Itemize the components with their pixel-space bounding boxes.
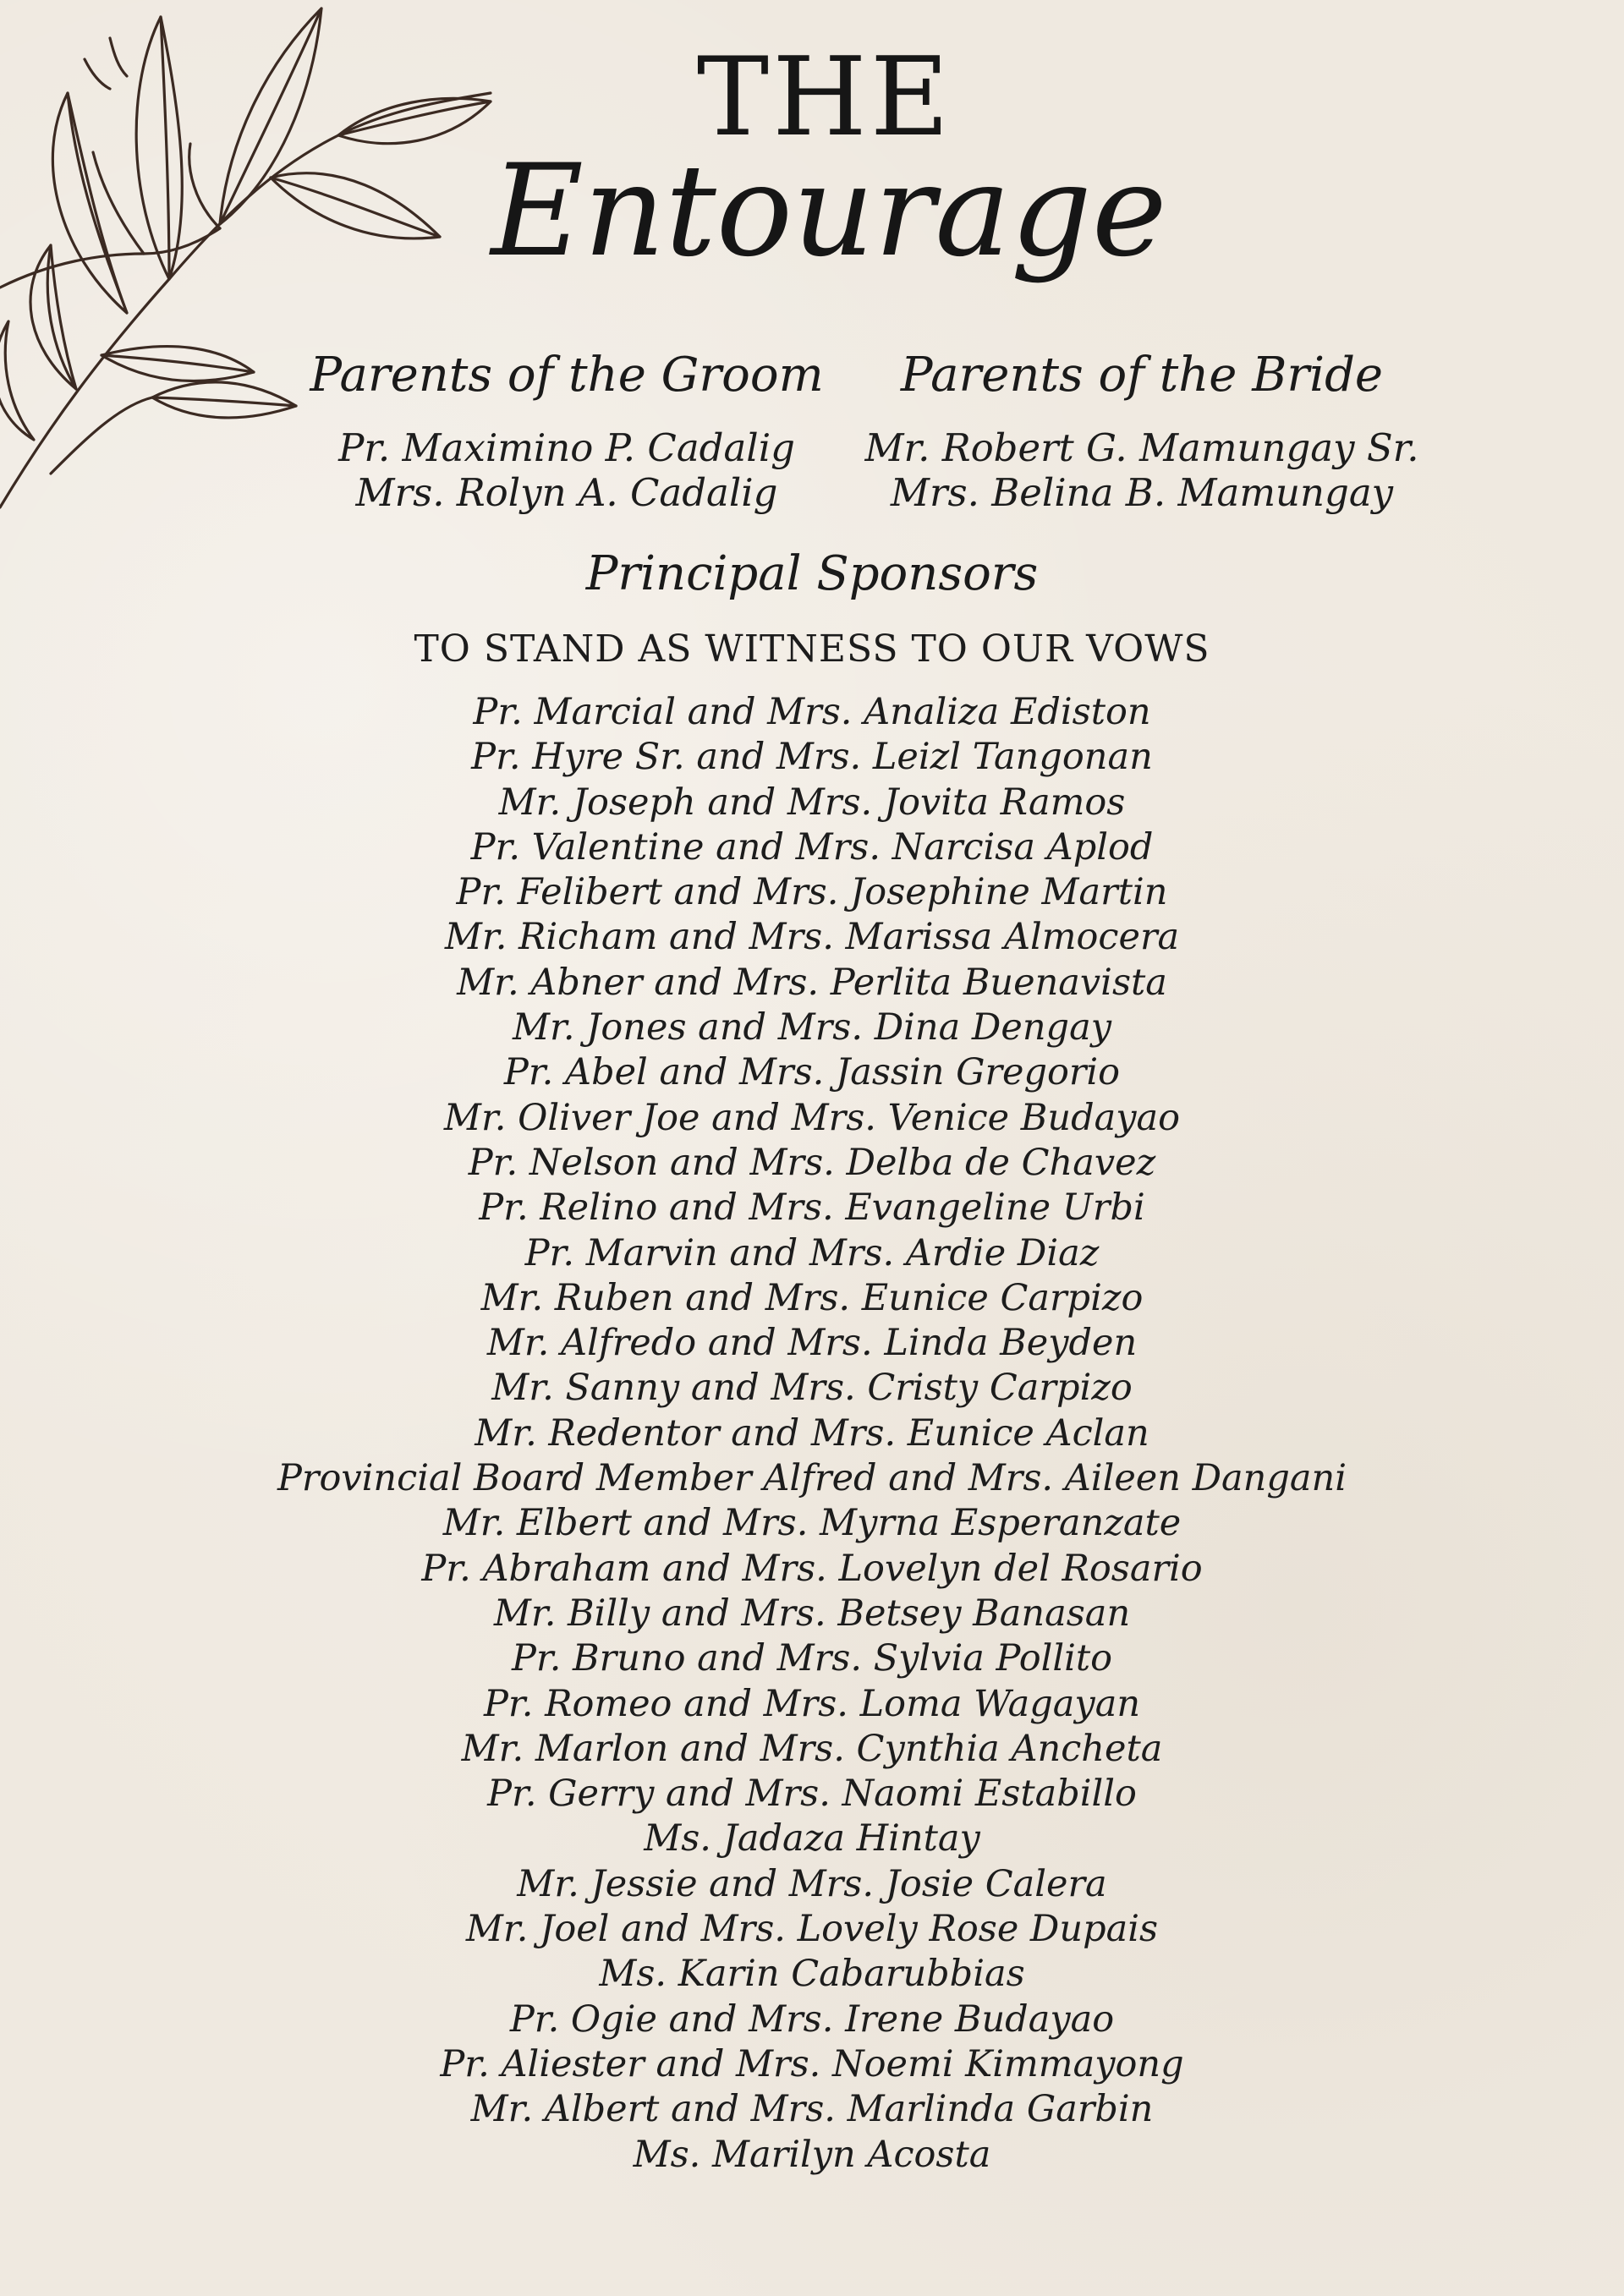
sponsor-name: Mr. Elbert and Mrs. Myrna Esperanzate [442,1502,1182,1545]
groom-parent-name: Pr. Maximino P. Cadalig [338,425,795,471]
witness-subheading: TO STAND AS WITNESS TO OUR VOWS [414,627,1210,671]
sponsor-name: Ms. Karin Cabarubbias [599,1953,1025,1996]
title-entourage: Entourage [491,138,1167,285]
sponsor-name: Ms. Jadaza Hintay [644,1817,980,1860]
sponsor-name: Mr. Joel and Mrs. Lovely Rose Dupais [465,1908,1159,1951]
sponsor-name: Pr. Valentine and Mrs. Narcisa Aplod [470,825,1154,869]
sponsor-name: Mr. Abner and Mrs. Perlita Buenavista [457,961,1167,1004]
sponsor-name: Pr. Romeo and Mrs. Loma Wagayan [483,1682,1141,1725]
sponsor-name: Mr. Ruben and Mrs. Eunice Carpizo [480,1276,1144,1319]
bride-parent-name: Mrs. Belina B. Mamungay [890,470,1394,516]
groom-parent-name: Mrs. Rolyn A. Cadalig [355,470,778,516]
sponsor-list [0,690,1624,2178]
sponsor-name: Mr. Jones and Mrs. Dina Dengay [512,1006,1111,1049]
bride-parent-name: Mr. Robert G. Mamungay Sr. [864,425,1419,471]
sponsor-name: Pr. Ogie and Mrs. Irene Budayao [509,1997,1115,2041]
sponsor-name: Pr. Abel and Mrs. Jassin Gregorio [503,1051,1121,1094]
parents-of-groom-heading: Parents of the Groom [310,348,824,403]
title-the: THE [696,35,953,161]
sponsor-name: Mr. Jessie and Mrs. Josie Calera [517,1862,1107,1905]
sponsor-name: Mr. Oliver Joe and Mrs. Venice Budayao [443,1096,1181,1139]
parents-of-bride-section [829,347,1455,515]
sponsor-name: Pr. Marvin and Mrs. Ardie Diaz [524,1231,1100,1274]
sponsor-name: Pr. Abraham and Mrs. Lovelyn del Rosario [421,1547,1203,1590]
sponsor-name: Mr. Joseph and Mrs. Jovita Ramos [498,781,1126,824]
sponsor-name: Pr. Felibert and Mrs. Josephine Martin [456,871,1168,914]
sponsor-name: Pr. Marcial and Mrs. Analiza Ediston [473,691,1151,733]
sponsor-name: Mr. Sanny and Mrs. Cristy Carpizo [491,1367,1133,1410]
parents-of-bride-heading: Parents of the Bride [900,348,1384,403]
sponsor-name: Mr. Albert and Mrs. Marlinda Garbin [470,2088,1154,2131]
sponsor-name: Pr. Relino and Mrs. Evangeline Urbi [479,1186,1145,1230]
sponsor-name: Pr. Aliester and Mrs. Noemi Kimmayong [440,2042,1184,2085]
sponsor-name: Mr. Alfredo and Mrs. Linda Beyden [486,1322,1138,1365]
sponsor-name: Mr. Richam and Mrs. Marissa Almocera [444,916,1180,959]
sponsor-name: Pr. Bruno and Mrs. Sylvia Pollito [511,1637,1113,1680]
sponsor-name: Pr. Nelson and Mrs. Delba de Chavez [468,1141,1156,1184]
sponsor-name: Mr. Redentor and Mrs. Eunice Aclan [475,1411,1149,1455]
sponsor-name: Mr. Billy and Mrs. Betsey Banasan [493,1592,1131,1635]
sponsor-name: Provincial Board Member Alfred and Mrs. Aileen Dangani [277,1457,1347,1500]
principal-sponsors-heading: Principal Sponsors [585,546,1039,601]
sponsor-name: Pr. Gerry and Mrs. Naomi Estabillo [487,1773,1137,1816]
sponsor-name: Pr. Hyre Sr. and Mrs. Leizl Tangonan [471,736,1153,779]
parents-of-groom-section [254,347,880,515]
sponsor-name: Ms. Marilyn Acosta [633,2133,991,2176]
sponsor-name: Mr. Marlon and Mrs. Cynthia Ancheta [461,1727,1163,1770]
